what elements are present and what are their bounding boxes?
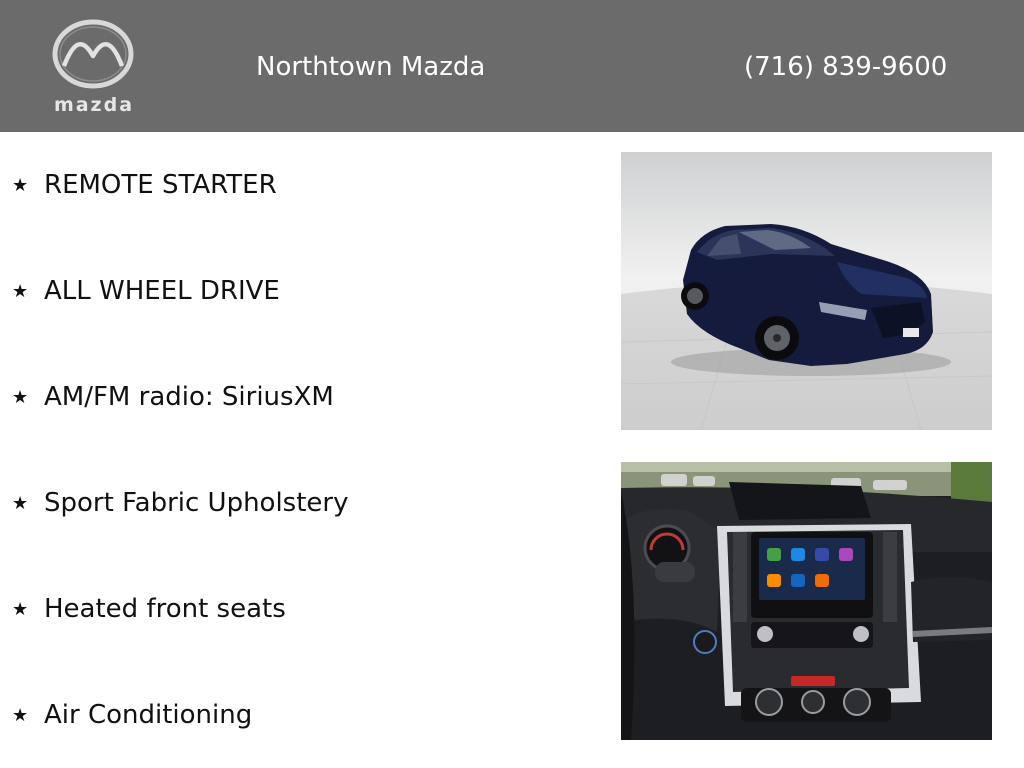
feature-label: REMOTE STARTER	[44, 170, 277, 200]
mazda-emblem-icon	[50, 18, 136, 90]
feature-label: Sport Fabric Upholstery	[44, 488, 349, 518]
feature-label: Air Conditioning	[44, 700, 253, 730]
star-icon: ★	[12, 598, 29, 620]
car-interior-photo	[621, 462, 992, 740]
feature-item	[12, 271, 280, 311]
header-bar	[0, 0, 1024, 132]
feature-item	[12, 483, 349, 523]
dealer-name: Northtown Mazda	[256, 52, 486, 82]
star-icon: ★	[12, 704, 29, 726]
feature-label: ALL WHEEL DRIVE	[44, 276, 280, 306]
feature-list	[0, 132, 600, 768]
mazda-logo	[42, 18, 146, 118]
feature-label: AM/FM radio: SiriusXM	[44, 382, 334, 412]
star-icon: ★	[12, 492, 29, 514]
feature-item	[12, 589, 286, 629]
dealer-phone[interactable]: (716) 839-9600	[744, 52, 948, 82]
mazda-wordmark: mazda	[53, 94, 135, 116]
feature-label: Heated front seats	[44, 594, 286, 624]
star-icon: ★	[12, 280, 29, 302]
feature-item	[12, 165, 277, 205]
car-exterior-photo	[621, 152, 992, 430]
feature-item	[12, 695, 252, 735]
star-icon: ★	[12, 174, 29, 196]
feature-item	[12, 377, 334, 417]
star-icon: ★	[12, 386, 29, 408]
